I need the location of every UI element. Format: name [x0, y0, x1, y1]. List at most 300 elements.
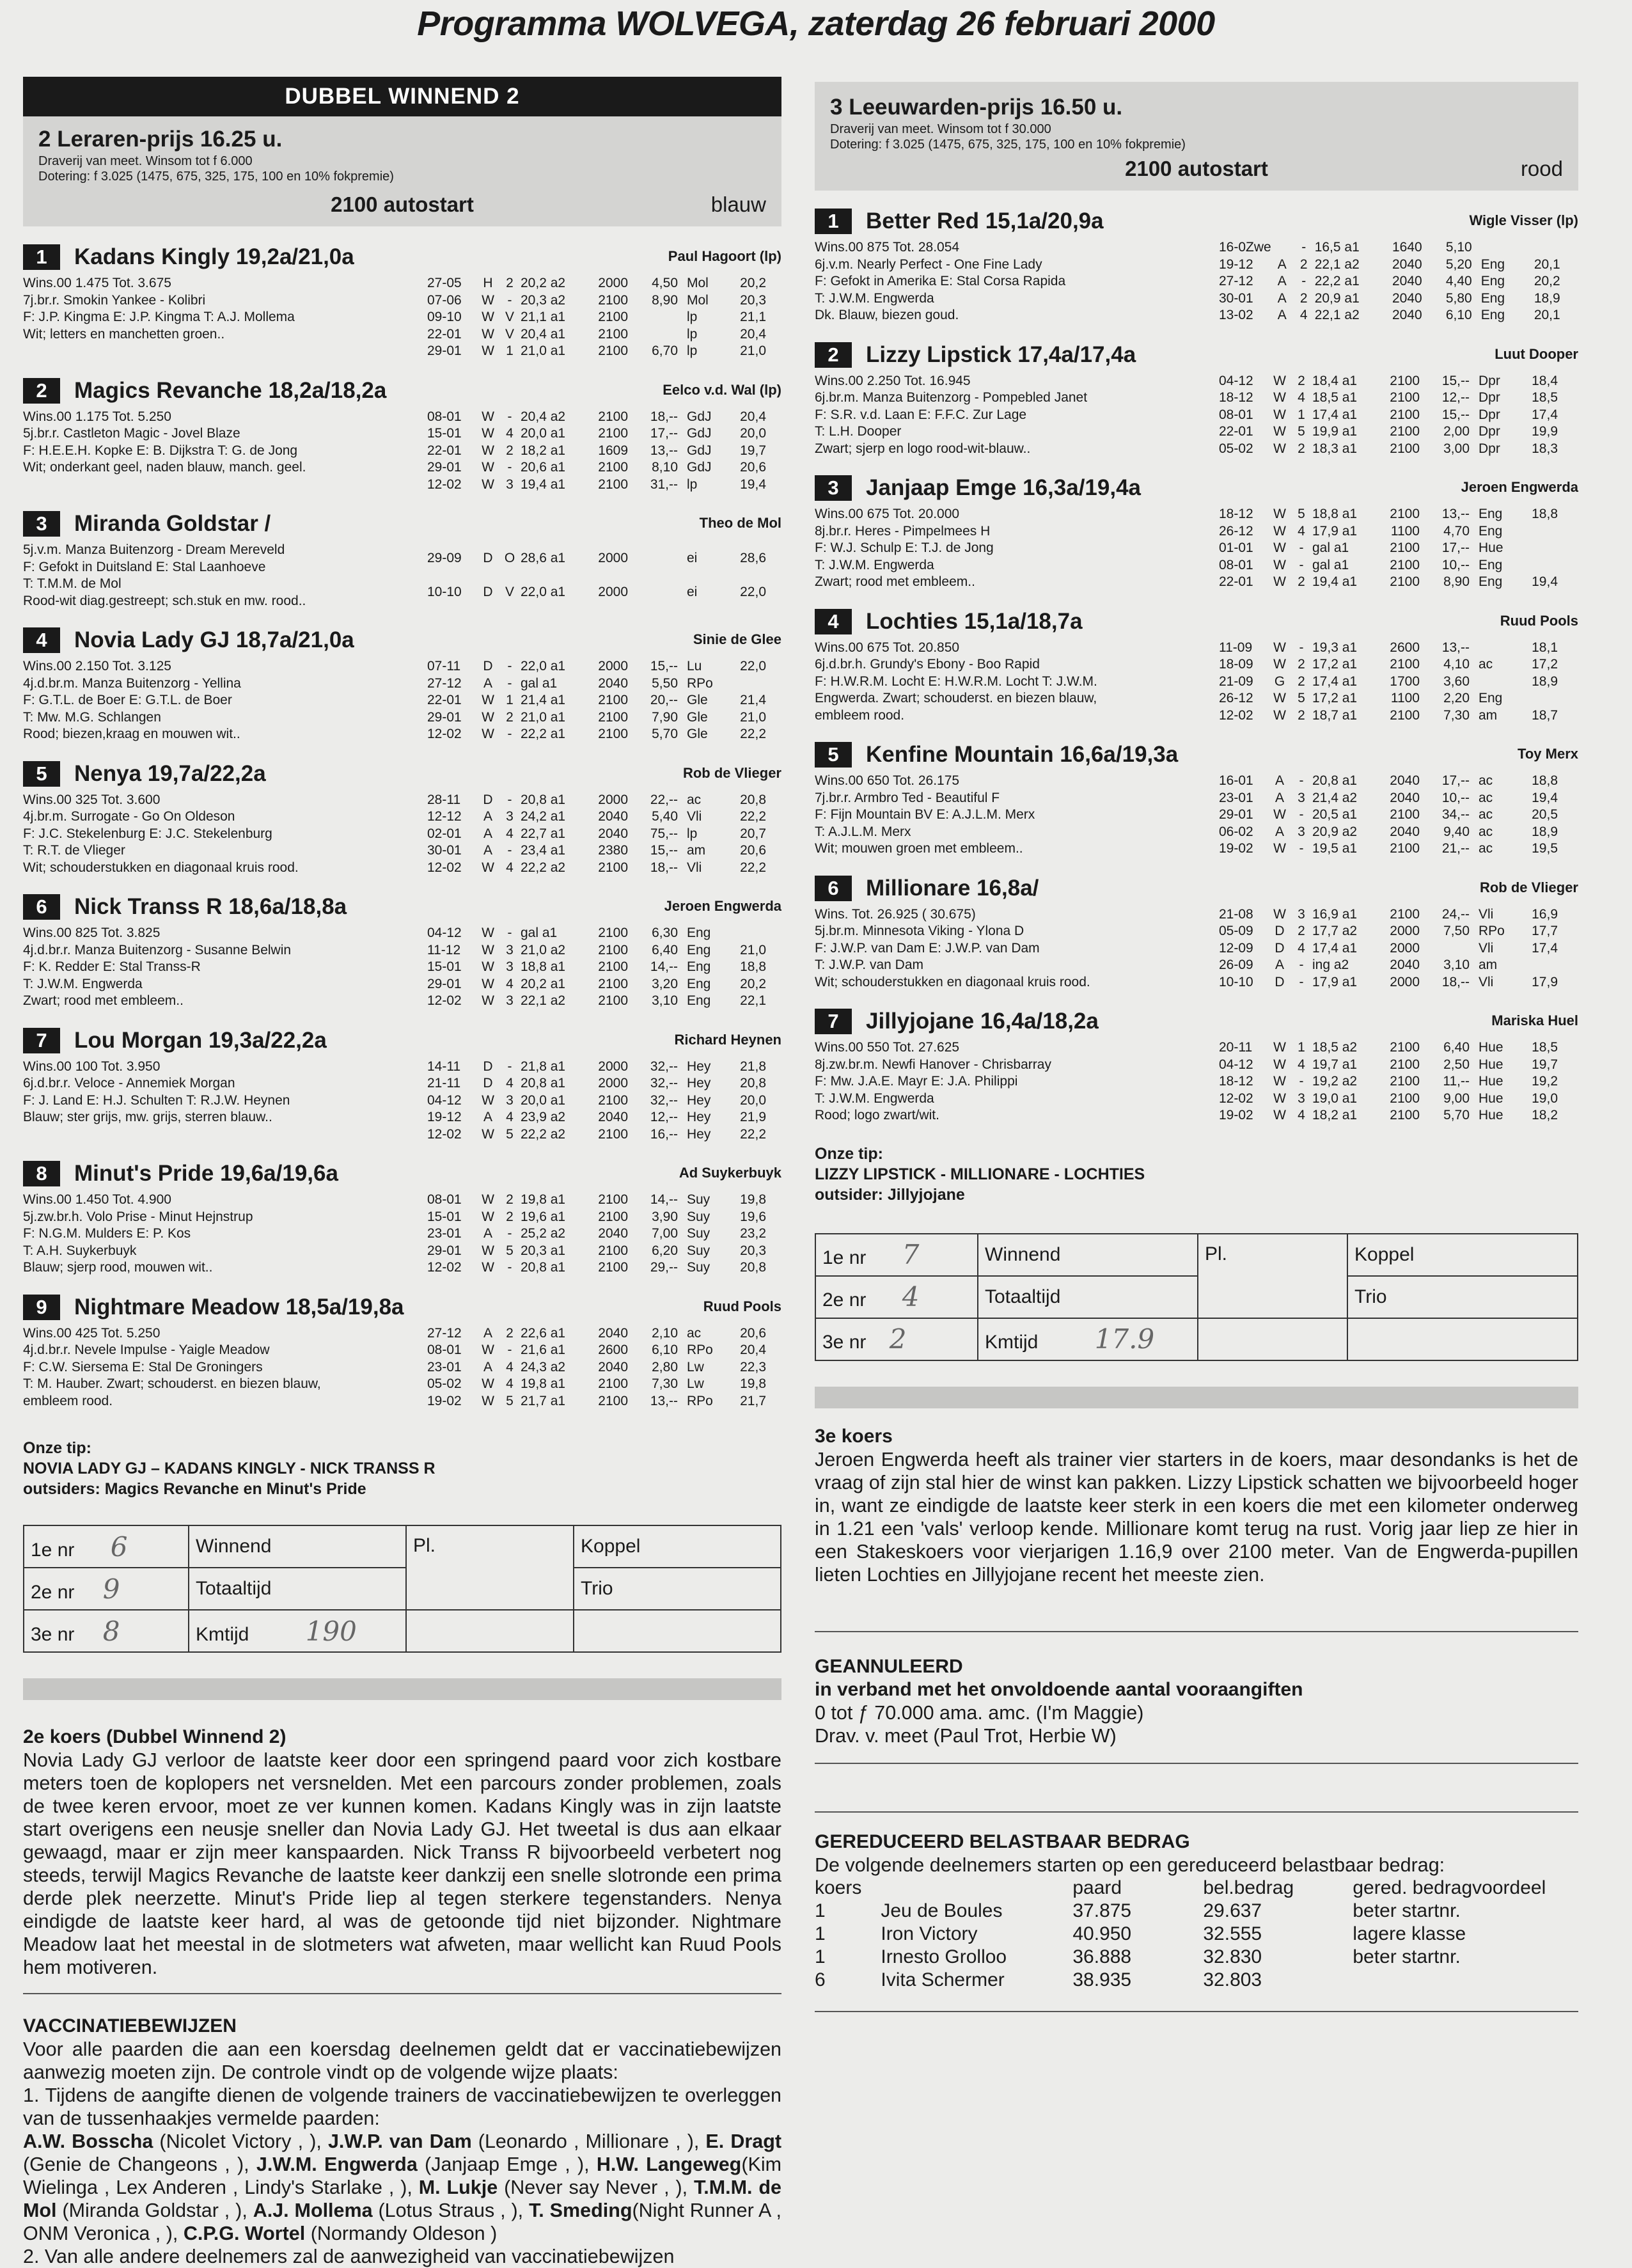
dubbel-winnend-bar: DUBBEL WINNEND 2: [23, 77, 781, 116]
horse-info-line: Blauw; ster grijs, mw. grijs, sterren blauw..: [23, 1110, 272, 1124]
result-cell: 15,--: [1441, 373, 1470, 388]
result-cell: A: [483, 809, 492, 824]
handwritten-1: 6: [110, 1531, 128, 1563]
result-cell: 18,7 a1: [1312, 707, 1358, 723]
result-cell: D: [483, 792, 493, 807]
result-cell: 19,6: [740, 1209, 766, 1224]
result-cell: 16,5 a1: [1314, 240, 1360, 255]
result-cell: 26-09: [1219, 957, 1253, 972]
result-cell: 5,20: [1445, 256, 1472, 272]
result-cell: 2100: [1390, 373, 1420, 388]
result-cell: 04-12: [427, 1092, 462, 1108]
result-cell: 3: [1298, 824, 1305, 839]
horse-number: 1: [815, 209, 852, 234]
bet-winnend[interactable]: Winnend: [978, 1234, 1198, 1276]
handwritten-3: 2: [889, 1323, 907, 1355]
tip-main: NOVIA LADY GJ – KADANS KINGLY - NICK TRANSS R: [23, 1460, 435, 1477]
result-cell: 23-01: [427, 1359, 462, 1374]
horse-header: [23, 243, 781, 271]
result-cell: 18,5: [1532, 390, 1558, 405]
bet-trio[interactable]: Trio: [1347, 1276, 1578, 1318]
horse-name: Better Red 15,1a/20,9a: [866, 209, 1104, 233]
result-cell: 27-12: [427, 1325, 462, 1341]
result-cell: 17,9 a1: [1312, 974, 1358, 989]
result-row: [1219, 307, 1560, 324]
result-cell: -: [507, 727, 512, 741]
belast-cell: 1: [815, 1900, 826, 1921]
result-cell: 20,4 a1: [521, 326, 566, 342]
result-cell: RPo: [1479, 924, 1505, 938]
horse-name: Lizzy Lipstick 17,4a/17,4a: [866, 342, 1136, 367]
horse-info-line: 6j.v.m. Nearly Perfect - One Fine Lady: [815, 256, 1042, 272]
result-cell: 5: [506, 1243, 514, 1258]
result-cell: 20,4 a2: [521, 409, 566, 424]
result-cell: Eng: [687, 993, 711, 1008]
bet-totaaltijd[interactable]: Totaaltijd: [978, 1276, 1198, 1318]
result-cell: 15-01: [427, 1209, 462, 1224]
horse-info-line: T: J.W.M. Engwerda: [815, 557, 934, 572]
result-cell: 12-02: [427, 993, 462, 1008]
result-cell: W: [1273, 373, 1286, 388]
result-cell: 5,80: [1445, 290, 1472, 306]
horse-info-line: 5j.br.r. Castleton Magic - Jovel Blaze: [23, 426, 240, 441]
result-cell: 19,0: [1532, 1091, 1558, 1106]
result-cell: 20,6: [740, 843, 766, 858]
result-cell: W: [1273, 523, 1286, 539]
bet-empty[interactable]: [1347, 1318, 1578, 1360]
result-row: [1219, 923, 1558, 940]
result-cell: -: [507, 792, 512, 807]
result-cell: 2000: [598, 792, 628, 807]
page-title: Programma WOLVEGA, zaterdag 26 februari 2000: [417, 4, 1215, 43]
horse-info-line: F: W.J. Schulp E: T.J. de Jong: [815, 540, 994, 555]
result-row: [1219, 290, 1560, 308]
horse-info-line: Rood; biezen,kraag en mouwen wit..: [23, 727, 240, 741]
result-row: [427, 326, 766, 343]
result-cell: W: [1273, 906, 1286, 922]
horse-name: Janjaap Emge 16,3a/19,4a: [866, 475, 1141, 500]
result-cell: 29-01: [427, 343, 462, 358]
bet-row-3[interactable]: 3e nr 8: [24, 1610, 189, 1652]
horse-header: [815, 608, 1578, 636]
result-cell: ei: [687, 551, 698, 566]
result-row: [1219, 690, 1558, 707]
horse-entry: [815, 341, 1578, 458]
bet-trio[interactable]: Trio: [574, 1568, 781, 1610]
horse-info-line: Wins. Tot. 26.925 ( 30.675): [815, 906, 976, 922]
horse-info: [815, 1036, 1192, 1124]
result-row: [427, 1359, 766, 1376]
bet-kmtijd[interactable]: Kmtijd 190: [189, 1610, 406, 1652]
result-row: [427, 959, 766, 976]
horse-info-line: Zwart; sjerp en logo rood-wit-blauw..: [815, 441, 1031, 456]
result-cell: 15-01: [427, 426, 462, 441]
result-cell: Dpr: [1479, 441, 1500, 456]
result-cell: W: [482, 959, 494, 974]
result-cell: D: [483, 1076, 493, 1091]
result-cell: RPo: [687, 675, 713, 691]
result-cell: 2040: [598, 675, 628, 691]
bet-koppel[interactable]: Koppel: [574, 1525, 781, 1568]
horse-body: [23, 1188, 781, 1277]
result-cell: 15,--: [1441, 407, 1470, 422]
result-cell: 6,30: [652, 925, 678, 940]
horse-name: Miranda Goldstar /: [74, 511, 271, 536]
divider: [23, 1993, 781, 1994]
result-cell: 17,4 a1: [1312, 940, 1358, 956]
horse-results: [427, 1059, 766, 1144]
bet-empty[interactable]: [574, 1610, 781, 1652]
result-cell: Suy: [687, 1243, 710, 1258]
result-cell: [637, 309, 687, 326]
result-cell: -: [1299, 841, 1304, 856]
result-cell: 20,7: [740, 826, 766, 841]
result-cell: Eng: [687, 925, 711, 940]
horse-header: [815, 207, 1578, 235]
result-cell: Vli: [1479, 974, 1494, 989]
result-cell: 4,40: [1445, 274, 1472, 288]
result-cell: W: [482, 1243, 494, 1258]
belast-intro: De volgende deelnemers starten op een gereduceerd belastbaar bedrag:: [815, 1854, 1445, 1876]
grey-band: [815, 1387, 1578, 1408]
result-cell: Suy: [687, 1192, 710, 1207]
bet-empty[interactable]: [1198, 1318, 1347, 1360]
result-cell: 2100: [1390, 441, 1420, 456]
result-cell: lp: [687, 310, 698, 324]
result-row: [427, 1059, 766, 1076]
result-row: [427, 1259, 766, 1277]
bet-form: [23, 1525, 781, 1653]
horse-info-line: 8j.zw.br.m. Newfi Hanover - Chrisbarray: [815, 1057, 1051, 1072]
result-cell: 29-09: [427, 551, 462, 566]
bet-row-1[interactable]: 1e nr 7: [815, 1234, 978, 1276]
result-cell: Lw: [687, 1376, 704, 1391]
result-cell: 26-12: [1219, 523, 1253, 539]
divider: [815, 2011, 1578, 2012]
result-row: [1219, 656, 1558, 673]
result-cell: 3,10: [652, 993, 678, 1008]
result-cell: ac: [1479, 841, 1493, 856]
bet-row-2[interactable]: 2e nr 9: [24, 1568, 189, 1610]
bet-totaaltijd[interactable]: Totaaltijd: [189, 1568, 406, 1610]
result-cell: Eng: [1480, 256, 1505, 272]
result-row: [1219, 239, 1560, 256]
horse-header: [815, 1007, 1578, 1036]
result-row: [427, 1192, 766, 1209]
result-cell: [1479, 673, 1519, 691]
result-cell: 07-11: [427, 659, 461, 673]
result-row: [1219, 673, 1558, 691]
result-cell: W: [1273, 390, 1286, 405]
horse-name: Minut's Pride 19,6a/19,6a: [74, 1161, 338, 1186]
result-cell: am: [1479, 707, 1498, 723]
bet-pl[interactable]: Pl.: [1198, 1234, 1347, 1318]
result-row: [427, 275, 766, 292]
result-cell: [1522, 239, 1560, 256]
horse-info-line: F: Gefokt in Duitsland E: Stal Laanhoeve: [23, 559, 266, 574]
result-cell: GdJ: [687, 409, 712, 424]
horse-name: Nick Transs R 18,6a/18,8a: [74, 894, 347, 919]
result-cell: 13,--: [650, 1393, 678, 1408]
race-title: 2 Leraren-prijs 16.25 u.: [38, 127, 283, 152]
race-color: rood: [1520, 157, 1563, 180]
result-cell: 12-02: [427, 1126, 462, 1142]
grey-band: [23, 1678, 781, 1700]
result-cell: lp: [687, 326, 698, 342]
result-cell: [1479, 640, 1519, 657]
horse-entry: [815, 207, 1578, 324]
horse-results: [427, 409, 766, 494]
result-cell: 5: [1298, 691, 1305, 705]
horse-entry: [23, 1027, 781, 1144]
result-cell: 19-02: [427, 1393, 462, 1408]
result-cell: 20,1: [1534, 308, 1560, 322]
bet-empty[interactable]: [406, 1610, 574, 1652]
result-cell: 2: [1298, 441, 1305, 456]
result-cell: 5,10: [1445, 240, 1472, 255]
result-cell: 2100: [1390, 807, 1420, 822]
result-cell: 3: [506, 959, 514, 974]
result-cell: 22-01: [427, 443, 462, 458]
tip-outsiders: outsiders: Magics Revanche en Minut's Pride: [23, 1480, 366, 1498]
result-cell: W: [482, 1260, 494, 1275]
result-cell: am: [687, 843, 706, 858]
result-cell: 21,1: [740, 310, 766, 324]
bet-pl[interactable]: Pl.: [406, 1525, 574, 1610]
horse-info-line: 6j.d.br.h. Grundy's Ebony - Boo Rapid: [815, 657, 1040, 672]
result-cell: Dpr: [1479, 390, 1500, 405]
result-cell: 2: [506, 276, 514, 290]
result-cell: 20,3: [740, 1243, 766, 1258]
result-cell: Lw: [687, 1359, 704, 1374]
result-cell: -: [1301, 274, 1306, 288]
horse-number: 2: [23, 378, 60, 404]
result-cell: 19,2: [1532, 1074, 1558, 1089]
result-cell: 04-12: [1219, 1057, 1253, 1072]
result-row: [427, 842, 766, 860]
result-cell: 2,10: [652, 1325, 678, 1341]
bet-row-2[interactable]: 2e nr 4: [815, 1276, 978, 1318]
result-cell: D: [483, 659, 493, 673]
result-row: [427, 692, 766, 709]
result-cell: 4: [506, 860, 514, 875]
result-cell: 2000: [598, 585, 628, 600]
result-cell: 2100: [598, 1209, 628, 1224]
horse-info-line: Zwart; rood met embleem..: [23, 993, 184, 1008]
result-cell: 2000: [1390, 924, 1420, 938]
result-cell: 20,4: [740, 409, 766, 424]
result-cell: lp: [687, 343, 698, 358]
result-cell: Dpr: [1479, 424, 1500, 439]
horse-name: Jillyjojane 16,4a/18,2a: [866, 1009, 1099, 1034]
result-row: [1219, 906, 1558, 924]
result-cell: 21,7: [740, 1393, 766, 1408]
result-cell: 4: [506, 426, 514, 441]
result-cell: 17,2 a1: [1312, 691, 1358, 705]
result-row: [1219, 1107, 1558, 1124]
bet-kmtijd[interactable]: Kmtijd 17.9: [978, 1318, 1198, 1360]
belast-cell: [1353, 1969, 1565, 1992]
result-row: [427, 1243, 766, 1260]
result-cell: 15,--: [650, 843, 678, 858]
result-cell: 05-02: [427, 1376, 462, 1391]
horse-number: 4: [23, 627, 60, 653]
horse-info-line: F: H.E.E.H. Kopke E: B. Dijkstra T: G. de Jong: [23, 443, 298, 458]
result-cell: [637, 576, 687, 610]
result-cell: ac: [1479, 824, 1493, 839]
result-cell: 22,0 a1: [521, 659, 566, 673]
result-cell: A: [483, 1110, 492, 1124]
result-cell: 4: [506, 1076, 514, 1091]
horse-header: [23, 510, 781, 538]
result-cell: [728, 925, 766, 942]
result-cell: 6,40: [1443, 1040, 1470, 1055]
result-cell: W: [482, 326, 494, 342]
result-cell: 29-01: [427, 709, 462, 725]
horse-info: [815, 769, 1192, 858]
result-row: [427, 343, 766, 360]
result-cell: 21-09: [1219, 673, 1253, 689]
result-cell: 4: [1298, 940, 1305, 956]
result-cell: Dpr: [1479, 373, 1500, 388]
result-row: [427, 709, 766, 727]
horse-info-line: 4j.d.br.r. Nevele Impulse - Yaigle Meadow: [23, 1343, 270, 1357]
result-cell: V: [505, 326, 514, 342]
result-cell: 2100: [1390, 906, 1420, 922]
result-cell: W: [1273, 640, 1286, 655]
bet-koppel[interactable]: Koppel: [1347, 1234, 1578, 1276]
result-cell: 2100: [598, 1126, 628, 1142]
horse-info-line: Wins.00 2.250 Tot. 16.945: [815, 373, 971, 388]
result-cell: V: [505, 310, 514, 324]
result-cell: 19,5 a1: [1312, 841, 1358, 856]
result-cell: 17,--: [650, 426, 678, 441]
result-cell: 2000: [598, 1076, 628, 1091]
horse-info: [23, 271, 400, 360]
result-cell: -: [507, 292, 512, 308]
result-cell: 2100: [1390, 407, 1420, 422]
bet-winnend[interactable]: Winnend: [189, 1525, 406, 1568]
horse-info-line: Wins.00 875 Tot. 28.054: [815, 240, 960, 255]
result-cell: 19,9 a1: [1312, 424, 1358, 439]
result-cell: gal a1: [521, 675, 558, 691]
result-cell: W: [1273, 557, 1286, 572]
horse-name: Millionare 16,8a/: [866, 875, 1039, 901]
result-cell: lp: [687, 826, 698, 841]
result-cell: 19,6 a1: [521, 1209, 566, 1224]
result-cell: 19-12: [427, 1110, 462, 1124]
result-cell: W: [482, 925, 494, 940]
result-cell: W: [482, 942, 494, 957]
result-cell: 2,00: [1443, 424, 1470, 439]
result-cell: 4: [506, 1110, 514, 1124]
result-cell: 22-01: [427, 693, 462, 707]
result-cell: W: [482, 1192, 494, 1207]
result-row: [427, 1092, 766, 1110]
result-row: [427, 409, 766, 426]
result-cell: 12-12: [427, 809, 462, 824]
horse-info-line: 5j.br.m. Minnesota Viking - Ylona D: [815, 924, 1024, 938]
result-cell: -: [507, 925, 512, 940]
result-cell: 10-10: [427, 585, 462, 600]
horse-header: [23, 626, 781, 654]
horse-driver: Ruud Pools: [703, 1298, 781, 1314]
result-cell: RPo: [687, 1343, 713, 1357]
belast-cell: beter startnr.: [1353, 1900, 1461, 1921]
result-cell: 19,4 a1: [1312, 574, 1358, 589]
result-cell: 11-09: [1219, 640, 1253, 655]
result-cell: D: [483, 585, 493, 600]
result-cell: Hey: [687, 1110, 711, 1124]
horse-driver: Rob de Vlieger: [1479, 879, 1578, 895]
horse-info-line: F: C.W. Siersema E: Stal De Groningers: [23, 1359, 263, 1374]
result-cell: 1640: [1392, 240, 1422, 255]
horse-info: [23, 921, 400, 1010]
result-cell: 21,9: [740, 1110, 766, 1124]
horse-number: 9: [23, 1295, 60, 1320]
result-cell: 19,7 a1: [1312, 1057, 1358, 1072]
result-cell: 2000: [598, 1059, 628, 1074]
result-cell: 2000: [598, 276, 628, 290]
result-cell: Hey: [687, 1092, 711, 1108]
result-cell: 2100: [1390, 424, 1420, 439]
horse-info-line: 5j.zw.br.h. Volo Prise - Minut Hejnstrup: [23, 1209, 253, 1224]
horse-number: 6: [23, 894, 60, 920]
horse-info-line: T: A.H. Suykerbuyk: [23, 1243, 137, 1258]
analysis-heading: 2e koers (Dubbel Winnend 2): [23, 1726, 286, 1747]
result-cell: 17,--: [1441, 540, 1470, 555]
bet-row-1[interactable]: 1e nr 6: [24, 1525, 189, 1568]
result-cell: 22-01: [1219, 574, 1253, 589]
result-cell: 3: [506, 942, 514, 957]
result-cell: 23-01: [1219, 790, 1253, 805]
result-cell: [1271, 239, 1293, 256]
result-row: [1219, 807, 1558, 824]
result-row: [427, 425, 766, 443]
horse-driver: Sinie de Glee: [693, 631, 781, 647]
result-cell: 28-11: [427, 792, 461, 807]
result-cell: 3,20: [652, 976, 678, 991]
result-cell: 20,6 a1: [521, 460, 566, 475]
divider: [815, 1631, 1578, 1632]
result-cell: A: [483, 843, 492, 858]
result-row: [1219, 540, 1558, 557]
result-cell: ei: [687, 585, 698, 600]
result-cell: 20,0 a1: [521, 426, 566, 441]
result-cell: 1609: [598, 443, 628, 458]
horse-body: [23, 921, 781, 1010]
result-cell: 27-05: [427, 276, 462, 290]
result-cell: W: [482, 343, 494, 358]
result-row: [427, 1376, 766, 1393]
divider: [815, 1811, 1578, 1813]
vacc-point-1: 1. Tijdens de aangifte dienen de volgende trainers de vaccinatiebewijzen te overleggen van de tussenhaakjes vermelde paarden:: [23, 2084, 781, 2129]
result-row: [427, 459, 766, 476]
horse-body: [23, 654, 781, 743]
bet-row-3[interactable]: 3e nr 2: [815, 1318, 978, 1360]
result-cell: 20,5 a1: [1312, 807, 1358, 822]
result-row: [427, 1109, 766, 1126]
horse-info-line: Blauw; sjerp rood, mouwen wit..: [23, 1260, 213, 1275]
result-cell: 32,--: [650, 1076, 678, 1091]
result-cell: 17,4: [1532, 407, 1558, 422]
result-cell: 1: [1298, 1040, 1305, 1055]
result-cell: 3: [506, 993, 514, 1008]
result-cell: 3,10: [1443, 957, 1470, 972]
result-cell: 18,4 a1: [1312, 373, 1358, 388]
horse-info-line: F: G.T.L. de Boer E: G.T.L. de Boer: [23, 693, 232, 707]
horse-info-line: Wit; schouderstukken en diagonaal kruis rood.: [23, 860, 299, 875]
